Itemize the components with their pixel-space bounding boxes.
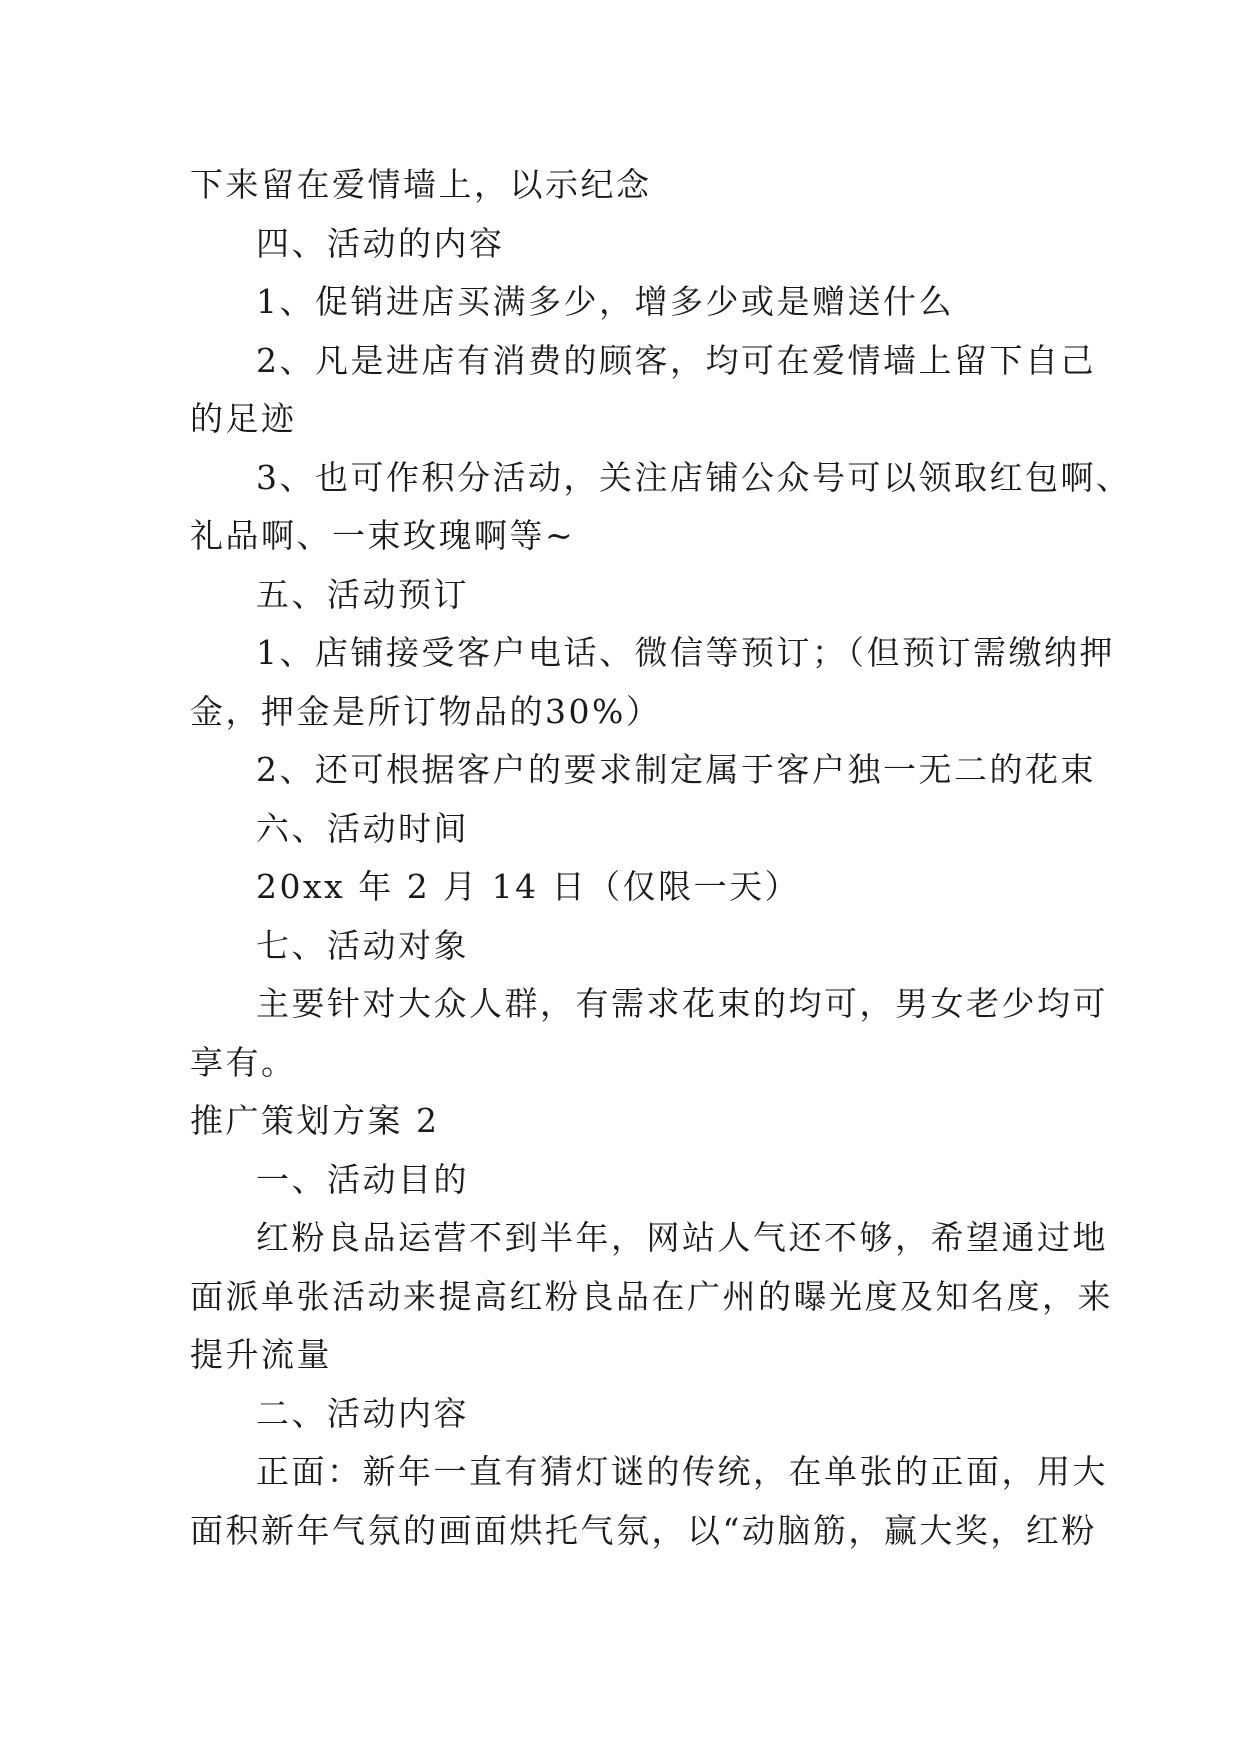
section-heading: 五、活动预订 xyxy=(256,574,469,614)
text-line: 面积新年气氛的画面烘托气氛，以“动脑筋，赢大奖，红粉 xyxy=(190,1510,1097,1550)
text-line: 面派单张活动来提高红粉良品在广州的曝光度及知名度，来 xyxy=(190,1276,1113,1316)
section-heading: 六、活动时间 xyxy=(256,808,469,848)
paragraph-line: 主要针对大众人群，有需求花束的均可，男女老少均可 xyxy=(256,984,1108,1023)
list-item: 1、店铺接受客户电话、微信等预订；（但预订需缴纳押 xyxy=(256,633,1115,672)
text-line: 金，押金是所订物品的30%） xyxy=(190,691,662,731)
document-title: 推广策划方案 2 xyxy=(190,1101,440,1140)
paragraph-line: 红粉良品运营不到半年，网站人气还不够，希望通过地 xyxy=(256,1218,1108,1257)
paragraph-line: 正面：新年一直有猜灯谜的传统，在单张的正面，用大 xyxy=(256,1452,1108,1491)
text-line: 提升流量 xyxy=(190,1335,332,1374)
text-line: 的足迹 xyxy=(190,399,297,438)
section-heading: 四、活动的内容 xyxy=(256,223,505,263)
list-item: 2、凡是进店有消费的顾客，均可在爱情墙上留下自己 xyxy=(256,340,1096,380)
document-body xyxy=(190,156,1132,1560)
text-line: 享有。 xyxy=(190,1042,297,1082)
list-item: 1、促销进店买满多少，增多少或是赠送什么 xyxy=(256,282,954,321)
section-heading: 一、活动目的 xyxy=(256,1159,469,1199)
text-line: 礼品啊、一束玫瑰啊等~ xyxy=(190,516,576,555)
section-heading: 七、活动对象 xyxy=(256,925,469,965)
paragraph-line: 20xx 年 2 月 14 日（仅限一天） xyxy=(256,867,801,906)
list-item: 2、还可根据客户的要求制定属于客户独一无二的花束 xyxy=(256,750,1096,789)
text-line: 下来留在爱情墙上，以示纪念 xyxy=(190,165,652,204)
section-heading: 二、活动内容 xyxy=(256,1393,469,1433)
list-item: 3、也可作积分活动，关注店铺公众号可以领取红包啊、 xyxy=(256,457,1132,497)
